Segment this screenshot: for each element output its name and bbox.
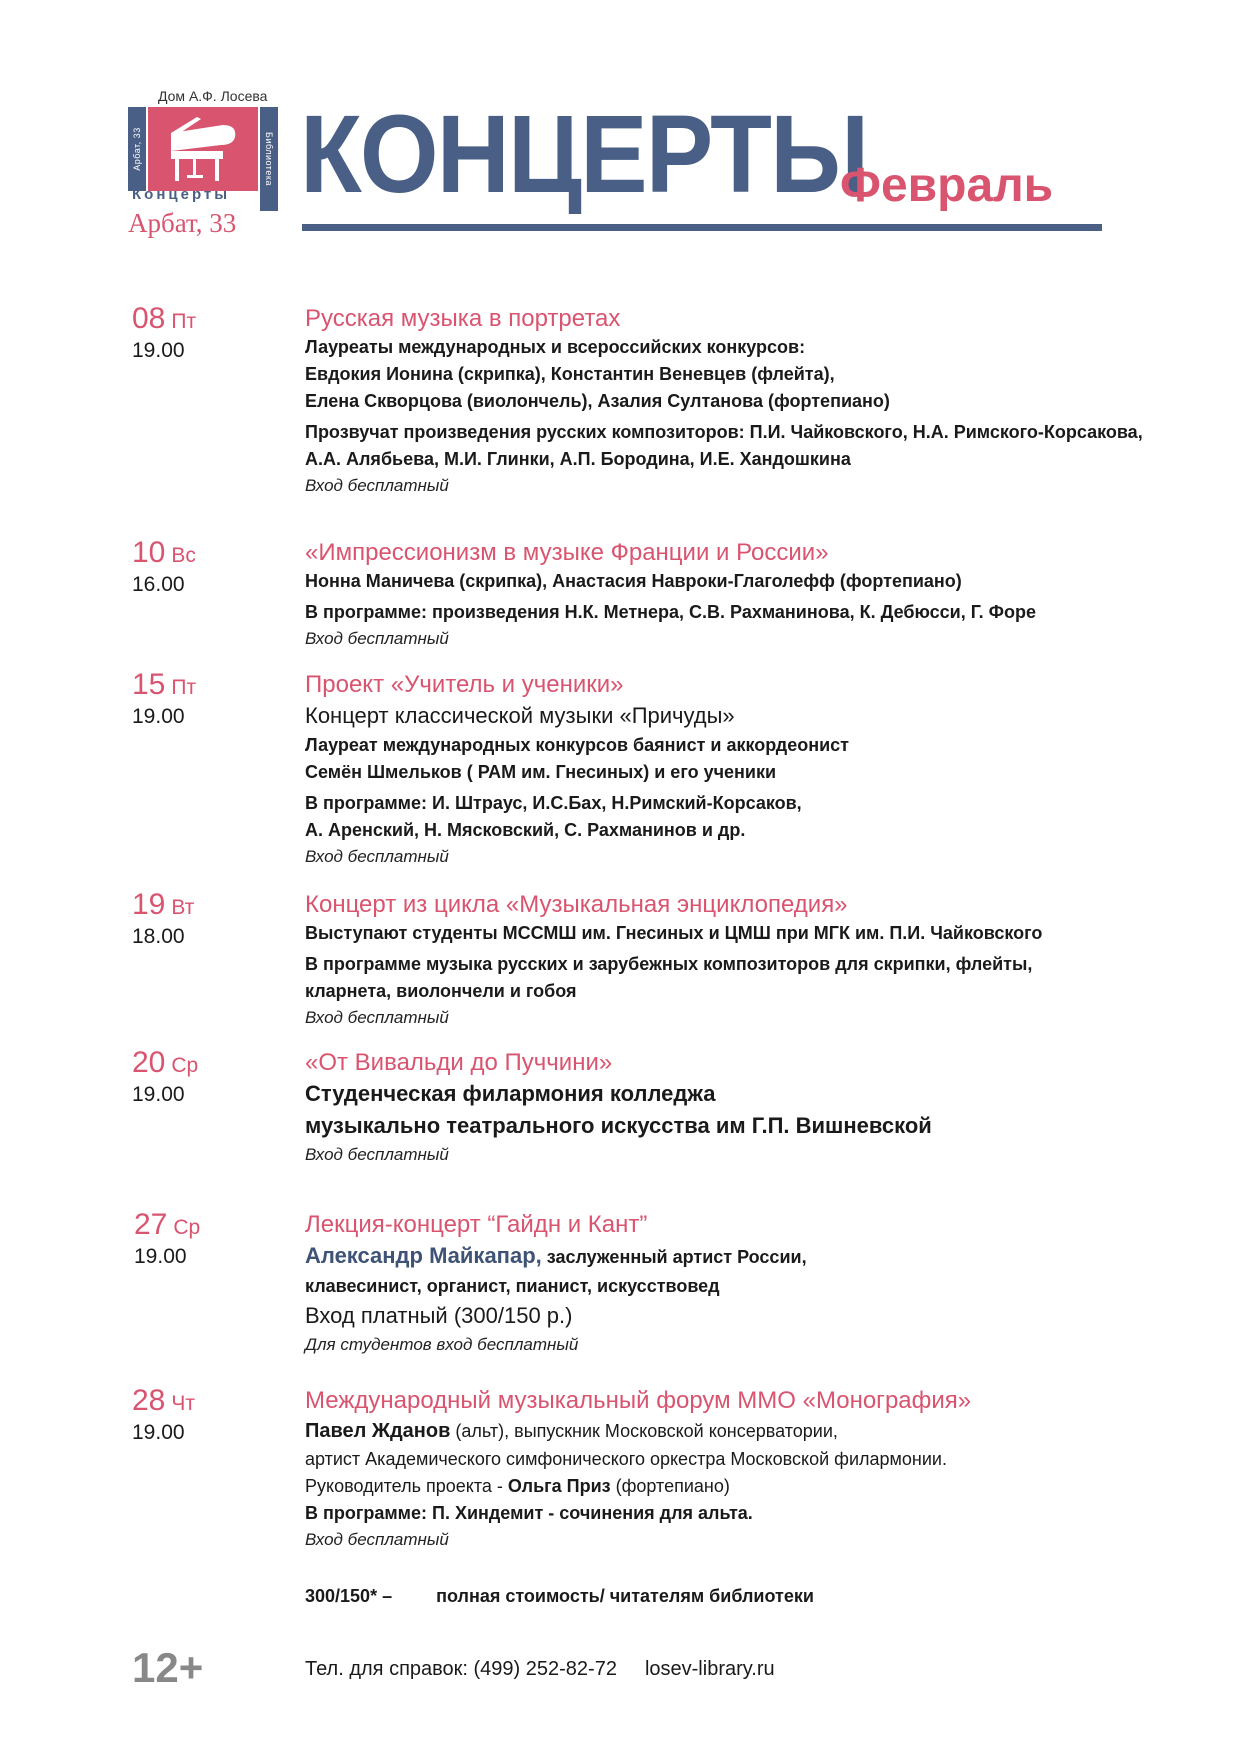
event-line: Семён Шмельков ( РАМ им. Гнесиных) и его ученики (305, 762, 777, 782)
event-title: «От Вивальди до Пуччини» (305, 1049, 613, 1076)
event-day: 10 (132, 536, 166, 569)
event-subtitle: Концерт классической музыки «Причуды» (305, 703, 735, 728)
event-weekday: Вс (171, 544, 196, 567)
logo-concerts-label: Концерты (132, 186, 231, 203)
event-day: 28 (132, 1384, 166, 1417)
event-line (305, 1416, 1185, 1446)
event-admission: Вход бесплатный (305, 1530, 449, 1549)
logo-side-right: Библиотека (260, 107, 278, 211)
event-time: 19.00 (132, 1083, 185, 1106)
piano-icon (148, 107, 258, 191)
event-line: Лауреаты международных и всероссийских конкурсов: (305, 337, 806, 357)
event-line: клавесинист, органист, пианист, искусствовед (305, 1276, 720, 1296)
address: Арбат, 33 (128, 208, 237, 238)
event-day: 20 (132, 1046, 166, 1079)
event-line: кларнета, виолончели и гобоя (305, 981, 577, 1001)
month-label: Февраль (840, 159, 1054, 212)
website-link[interactable]: losev-library.ru (644, 1658, 775, 1680)
event-weekday: Чт (171, 1392, 195, 1415)
event-title: Русская музыка в портретах (305, 305, 621, 332)
event-date (132, 302, 196, 336)
event-date (132, 888, 194, 922)
event-line: Выступают студенты МССМШ им. Гнесиных и ЦМШ при МГК им. П.И. Чайковского (305, 923, 1043, 943)
event-title: Лекция-концерт “Гайдн и Кант” (305, 1211, 648, 1238)
event-line: Лауреат международных конкурсов баянист и аккордеонист (305, 735, 849, 755)
logo-house-name: Дом А.Ф. Лосева (158, 88, 268, 104)
phone-info: Тел. для справок: (499) 252-82-72 (305, 1658, 617, 1680)
logo-side-left: Арбат, 33 (128, 107, 146, 191)
event-admission: Вход бесплатный (305, 476, 449, 495)
event-line: музыкально театрального искусства им Г.П. Вишневской (305, 1113, 932, 1138)
event-body (305, 538, 1185, 651)
event-line: Прозвучат произведения русских композиторов: П.И. Чайковского, Н.А. Римского-Корсакова, (305, 422, 1143, 442)
event-time: 18.00 (132, 925, 185, 948)
event-line: Нонна Маничева (скрипка), Анастасия Навроки-Глаголефф (фортепиано) (305, 571, 962, 591)
title-divider (302, 224, 1102, 231)
event-body (305, 304, 1185, 498)
event-day: 19 (132, 888, 166, 921)
event-line: Студенческая филармония колледжа (305, 1081, 716, 1106)
event-line: А. Аренский, Н. Мясковский, С. Рахманинов и др. (305, 820, 746, 840)
event-line (305, 1240, 1185, 1273)
event-title: Концерт из цикла «Музыкальная энциклопедия» (305, 891, 848, 918)
event-time: 19.00 (134, 1245, 187, 1268)
event-body (305, 890, 1185, 1030)
event-day: 08 (132, 302, 166, 335)
event-line: артист Академического симфонического оркестра Московской филармонии. (305, 1449, 947, 1469)
event-body (305, 1386, 1185, 1552)
event-title: «Импрессионизм в музыке Франции и России» (305, 539, 829, 566)
page-title: КОНЦЕРТЫ (300, 93, 868, 216)
event-date (132, 1384, 195, 1418)
event-admission: Вход бесплатный (305, 629, 449, 648)
event-title: Международный музыкальный форум ММО «Монография» (305, 1387, 972, 1414)
event-line: Елена Скворцова (виолончель), Азалия Султанова (фортепиано) (305, 391, 890, 411)
event-weekday: Ср (171, 1054, 199, 1077)
event-title: Проект «Учитель и ученики» (305, 671, 624, 698)
event-day: 27 (134, 1208, 168, 1241)
event-weekday: Вт (171, 896, 195, 919)
event-admission: Для студентов вход бесплатный (305, 1335, 579, 1354)
event-day: 15 (132, 668, 166, 701)
event-line: В программе: произведения Н.К. Метнера, С.В. Рахманинова, К. Дебюсси, Г. Форе (305, 602, 1037, 622)
performer-info: заслуженный артист России, (541, 1247, 807, 1267)
event-time: 16.00 (132, 573, 185, 596)
event-price: Вход платный (300/150 р.) (305, 1303, 573, 1328)
performer-info: (альт), выпускник Московской консерватории, (450, 1421, 838, 1441)
event-body (305, 670, 1185, 869)
event-time: 19.00 (132, 339, 185, 362)
performer-name: Александр Майкапар, (305, 1243, 542, 1268)
event-body (305, 1048, 1185, 1167)
event-admission: Вход бесплатный (305, 1008, 449, 1027)
event-line: Евдокия Ионина (скрипка), Константин Веневцев (флейта), (305, 364, 835, 384)
event-admission: Вход бесплатный (305, 847, 449, 866)
price-key: 300/150* – (305, 1586, 393, 1606)
price-description: полная стоимость/ читателям библиотеки (436, 1586, 814, 1606)
event-body (305, 1210, 1185, 1357)
price-note (305, 1586, 814, 1607)
event-line: В программе: П. Хиндемит - сочинения для альта. (305, 1503, 753, 1523)
event-weekday: Ср (173, 1216, 201, 1239)
event-time: 19.00 (132, 1421, 185, 1444)
event-admission: Вход бесплатный (305, 1145, 449, 1164)
performer-name: Павел Жданов (305, 1420, 451, 1442)
contacts (305, 1658, 775, 1681)
event-weekday: Пт (171, 310, 197, 333)
event-line: А.А. Алябьева, М.И. Глинки, А.П. Бородина, И.Е. Хандошкина (305, 449, 851, 469)
event-date (132, 1046, 198, 1080)
event-date (132, 536, 196, 570)
event-time: 19.00 (132, 705, 185, 728)
event-date (132, 668, 196, 702)
event-date (134, 1208, 200, 1242)
event-weekday: Пт (171, 676, 197, 699)
event-line: Руководитель проекта - Ольга Приз (фортепиано) (305, 1476, 730, 1496)
age-rating-badge: 12+ (132, 1644, 204, 1691)
event-line: В программе музыка русских и зарубежных композиторов для скрипки, флейты, (305, 954, 1033, 974)
event-line: В программе: И. Штраус, И.С.Бах, Н.Римский-Корсаков, (305, 793, 802, 813)
